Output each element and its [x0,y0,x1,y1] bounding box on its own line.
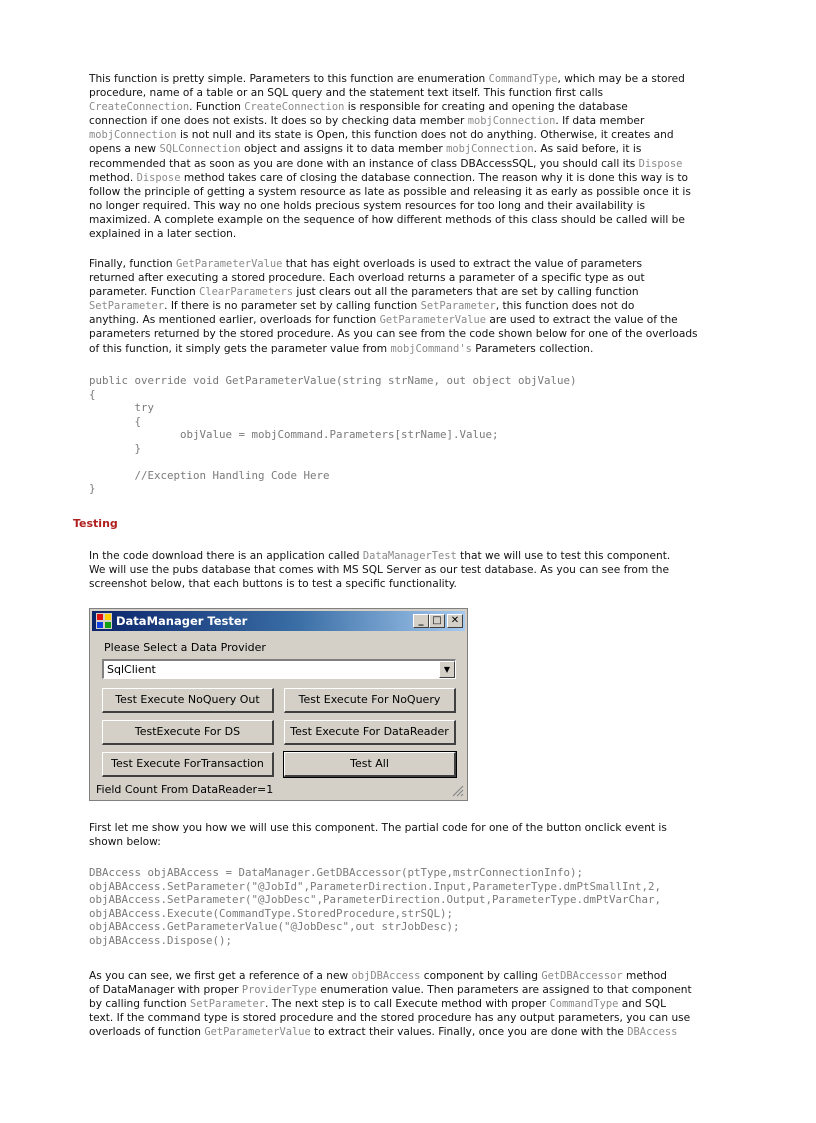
text-run: , this function does not do [495,300,635,313]
paragraph-getparametervalue [89,257,729,356]
text-run: parameters returned by the stored procedure. As you can see from the code shown below for one of the overloads [89,328,698,341]
text-line [89,342,729,356]
text-run: method [622,970,667,982]
text-run: This function is pretty simple. Parameters to this function are enumeration [89,73,489,85]
text-run: opens a new [89,143,160,156]
window-titlebar[interactable] [92,611,465,631]
text-run: text. If the command type is stored procedure and the stored procedure has any output parameters, you can use [89,1012,691,1025]
paragraph-usage-intro [89,821,729,849]
text-run: maximized. A complete example on the sequence of how different methods of this class should be called will be [89,213,685,226]
text-line [89,157,729,171]
inline-code: mobjConnection [89,129,177,142]
text-run: to extract their values. Finally, once you are done with the [310,1026,628,1039]
test-execute-for-ds-button[interactable]: TestExecute For DS [102,720,274,745]
app-icon [96,613,112,629]
inline-code: CreateConnection [89,101,190,114]
text-run: method. [89,171,137,184]
inline-code: SetParameter [89,300,165,313]
text-run: enumeration value. Then parameters are assigned to that component [316,984,692,997]
inline-code: GetParameterValue [204,1026,311,1039]
text-line [89,969,729,983]
text-line [89,114,729,128]
inline-code: GetDBAccessor [541,970,623,982]
code-block-getparametervalue: public override void GetParameterValue(string strName, out object objValue) { try { objValue = mobjCommand.Parameters[strName].Value; } //Exception Handling Code Here } [89,374,577,495]
inline-code: CommandType [488,73,558,85]
text-line [89,563,729,577]
status-text: Field Count From DataReader=1 [96,783,274,796]
text-run: . The next step is to call Execute method with proper [265,998,550,1011]
resize-grip-icon[interactable] [452,785,464,797]
inline-code: Dispose [136,171,181,184]
text-run: . If there is no parameter set by calling function [164,300,421,313]
text-run: component by calling [420,970,542,982]
text-run: First let me show you how we will use this component. The partial code for one of the button onclick event is [89,822,667,834]
inline-code: ProviderType [241,984,317,997]
text-line [89,821,729,835]
minimize-button[interactable]: _ [413,614,429,628]
text-run: , which may be a stored [557,73,685,85]
text-line [89,299,729,313]
provider-select[interactable] [102,659,456,679]
inline-code: Dispose [638,157,683,170]
text-run: parameter. Function [89,286,200,299]
text-run: shown below: [89,836,161,849]
text-run: overloads of function [89,1026,205,1039]
inline-code: objDBAccess [351,970,421,982]
text-line [89,213,729,227]
text-line [89,271,729,285]
test-execute-for-transaction-button[interactable]: Test Execute ForTransaction [102,752,274,777]
text-line [89,313,729,327]
inline-code: GetParameterValue [379,314,486,327]
text-run: We will use the pubs database that comes with MS SQL Server as our test database. As you can see from the [89,564,669,577]
text-run: . If data member [555,115,645,128]
text-line [89,285,729,299]
inline-code: SQLConnection [159,143,241,156]
text-run: explained in a later section. [89,228,237,241]
text-run: by calling function [89,998,190,1011]
text-run: of DataManager with proper [89,984,242,997]
text-line [89,835,729,849]
inline-code: mobjConnection [446,143,534,156]
text-run: recommended that as soon as you are done with an instance of class DBAccessSQL, you should call its [89,157,639,170]
text-run: screenshot below, that each buttons is to test a specific functionality. [89,578,457,591]
text-run: object and assigns it to data member [240,143,447,156]
inline-code: mobjConnection [467,115,556,128]
text-run: method takes care of closing the database connection. The reason why it is done this way is to [180,171,689,184]
text-run: and SQL [618,998,666,1011]
text-run: As you can see, we first get a reference of a new [89,970,352,982]
text-run: In the code download there is an application called [89,550,363,562]
text-line [89,983,729,997]
window-title: DataManager Tester [116,614,248,628]
text-line [89,997,729,1011]
inline-code: DBAccess [627,1026,678,1039]
text-run: . As said before, it is [533,143,642,156]
text-line [89,185,729,199]
inline-code: ClearParameters [199,286,293,299]
text-run: returned after executing a stored procedure. Each overload returns a parameter of a specific type as out [89,272,645,285]
text-line [89,199,729,213]
paragraph-intro [89,72,729,241]
test-all-button[interactable]: Test All [284,752,456,777]
text-run: is responsible for creating and opening the database [344,101,628,114]
inline-code: SetParameter [189,998,266,1011]
text-line [89,86,729,100]
maximize-button[interactable]: □ [429,614,445,628]
inline-code: DataManagerTest [362,550,457,562]
paragraph-usage-explanation [89,969,729,1039]
inline-code: SetParameter [420,300,496,313]
section-heading-testing: Testing [73,517,118,530]
text-run: are used to extract the value of the [486,314,678,327]
text-run: of this function, it simply gets the parameter value from [89,342,391,355]
close-button[interactable]: ✕ [447,614,463,628]
provider-select-value: SqlClient [107,663,156,676]
text-run: just clears out all the parameters that are set by calling function [292,286,639,299]
datamanager-tester-window [89,608,468,801]
text-run: Finally, function [89,258,177,270]
text-run: is not null and its state is Open, this function does not do anything. Otherwise, it creates and [176,129,674,142]
inline-code: mobjCommand's [390,342,472,355]
code-block-button-onclick: DBAccess objABAccess = DataManager.GetDBAccessor(ptType,mstrConnectionInfo); objABAccess.SetParameter("@JobId",ParameterDirection.Input,ParameterType.dmPtSmallInt,2, objABAccess.SetParameter("@JobDesc",ParameterDirection.Output,ParameterType.dmPtVarChar, objABAccess.Execute(CommandType.StoredProcedure,strSQL); objABAccess.GetParameterValue("@JobDesc",out strJobDesc); objABAccess.Dispose(); [89,866,662,947]
text-run: that we will use to test this component. [456,550,671,562]
text-line [89,171,729,185]
text-run: anything. As mentioned earlier, overloads for function [89,314,380,327]
text-run: . Function [189,101,245,114]
text-line [89,72,729,86]
inline-code: CommandType [549,998,619,1011]
paragraph-testing-intro [89,549,729,591]
text-line [89,1011,729,1025]
chevron-down-icon[interactable]: ▼ [439,661,455,678]
text-run: procedure, name of a table or an SQL query and the statement text itself. This function first calls [89,87,604,100]
text-line [89,128,729,142]
provider-label: Please Select a Data Provider [104,641,266,654]
text-line [89,327,729,341]
text-run: Parameters collection. [471,342,594,355]
text-run: follow the principle of getting a system resource as late as possible and releasing it as early as possible once it is [89,185,691,198]
text-line [89,577,729,591]
inline-code: GetParameterValue [176,258,283,270]
text-line [89,100,729,114]
text-run: no longer required. This way no one holds precious system resources for too long and their availability is [89,199,646,212]
text-run: connection if one does not exists. It does so by checking data member [89,115,468,128]
text-line [89,549,729,563]
test-execute-for-noquery-button[interactable]: Test Execute For NoQuery [284,688,456,713]
text-run: that has eight overloads is used to extract the value of parameters [282,258,642,270]
inline-code: CreateConnection [244,101,345,114]
text-line [89,257,729,271]
text-line [89,142,729,156]
test-execute-for-datareader-button[interactable]: Test Execute For DataReader [284,720,456,745]
test-execute-noquery-out-button[interactable]: Test Execute NoQuery Out [102,688,274,713]
text-line [89,1025,729,1039]
text-line [89,227,729,241]
